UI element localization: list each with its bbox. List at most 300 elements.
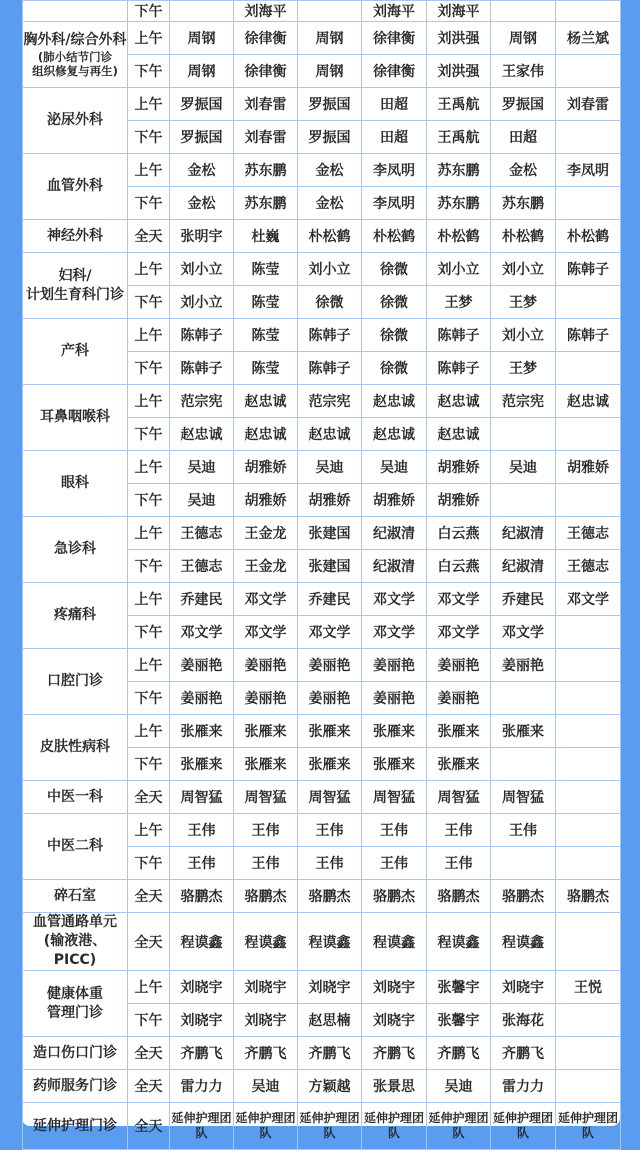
doctor-cell: [491, 1, 556, 22]
doctor-cell: 赵忠诚: [234, 418, 298, 451]
department-cell: [23, 583, 128, 649]
doctor-cell: 徐律衡: [362, 55, 427, 88]
doctor-cell: 张明宇: [170, 220, 234, 253]
doctor-cell: 姜丽艳: [362, 682, 427, 715]
doctor-cell: 王伟: [362, 847, 427, 880]
department-name-line: 组织修复与再生): [32, 64, 118, 78]
doctor-cell: 吴迪: [298, 451, 362, 484]
doctor-cell: 王家伟: [491, 55, 556, 88]
schedule-row: [23, 781, 621, 814]
doctor-cell: 李凤明: [362, 154, 427, 187]
doctor-cell: 徐微: [362, 352, 427, 385]
doctor-cell: 骆鹏杰: [491, 880, 556, 913]
doctor-cell: 刘小立: [491, 253, 556, 286]
doctor-cell: 骆鹏杰: [362, 880, 427, 913]
doctor-cell: 胡雅娇: [556, 451, 621, 484]
schedule-sheet: [22, 0, 620, 1140]
doctor-cell: 王伟: [170, 814, 234, 847]
doctor-cell: 陈韩子: [298, 352, 362, 385]
doctor-cell: 陈韩子: [170, 352, 234, 385]
doctor-cell: 陈莹: [234, 319, 298, 352]
department-cell: [23, 1070, 128, 1103]
time-slot-cell: 下午: [128, 286, 170, 319]
schedule-row: [23, 971, 621, 1004]
doctor-cell: 王德志: [556, 550, 621, 583]
doctor-cell: 姜丽艳: [170, 649, 234, 682]
doctor-cell: 刘晓宇: [491, 971, 556, 1004]
doctor-cell: [556, 55, 621, 88]
doctor-cell: 刘小立: [170, 253, 234, 286]
doctor-cell: 延伸护理团队: [491, 1103, 556, 1150]
department-cell: [23, 22, 128, 88]
time-slot-cell: 上午: [128, 253, 170, 286]
doctor-cell: [556, 352, 621, 385]
doctor-cell: 赵忠诚: [556, 385, 621, 418]
time-slot-cell: 上午: [128, 715, 170, 748]
schedule-row: [23, 385, 621, 418]
doctor-cell: 苏东鹏: [427, 154, 491, 187]
doctor-cell: [491, 682, 556, 715]
doctor-cell: 陈莹: [234, 253, 298, 286]
doctor-cell: 张雁来: [170, 715, 234, 748]
doctor-cell: 刘晓宇: [362, 971, 427, 1004]
department-name-line: 胸外科/综合外科: [23, 32, 127, 48]
doctor-cell: 周钢: [170, 55, 234, 88]
time-slot-cell: 全天: [128, 1070, 170, 1103]
doctor-cell: 张馨宇: [427, 971, 491, 1004]
doctor-cell: 苏东鹏: [234, 154, 298, 187]
time-slot-cell: 下午: [128, 352, 170, 385]
doctor-cell: [556, 715, 621, 748]
time-slot-cell: 全天: [128, 913, 170, 971]
time-slot-cell: 下午: [128, 121, 170, 154]
doctor-cell: 张景思: [362, 1070, 427, 1103]
doctor-cell: 邓文学: [298, 616, 362, 649]
doctor-cell: 赵忠诚: [298, 418, 362, 451]
department-cell: [23, 913, 128, 971]
doctor-cell: 金松: [170, 187, 234, 220]
doctor-cell: 程谟鑫: [298, 913, 362, 971]
doctor-cell: 杨兰斌: [556, 22, 621, 55]
doctor-cell: 程谟鑫: [170, 913, 234, 971]
doctor-cell: 周钢: [298, 22, 362, 55]
doctor-cell: 罗振国: [170, 88, 234, 121]
schedule-row: [23, 1070, 621, 1103]
doctor-cell: [556, 781, 621, 814]
doctor-cell: [556, 1070, 621, 1103]
time-slot-cell: 下午: [128, 748, 170, 781]
doctor-cell: 王伟: [427, 847, 491, 880]
doctor-cell: 田超: [362, 88, 427, 121]
doctor-cell: 刘小立: [170, 286, 234, 319]
doctor-cell: 程谟鑫: [362, 913, 427, 971]
time-slot-cell: 下午: [128, 550, 170, 583]
doctor-cell: 周智猛: [170, 781, 234, 814]
department-cell: [23, 814, 128, 880]
department-name-line: 眼科: [61, 475, 89, 491]
department-name-line: 药师服务门诊: [33, 1077, 117, 1094]
doctor-cell: 金松: [298, 187, 362, 220]
doctor-cell: 刘海平: [362, 1, 427, 22]
doctor-cell: 邓文学: [362, 583, 427, 616]
schedule-row: [23, 22, 621, 55]
doctor-cell: 李凤明: [556, 154, 621, 187]
doctor-cell: 周智猛: [427, 781, 491, 814]
doctor-cell: 陈莹: [234, 352, 298, 385]
doctor-cell: 张雁来: [298, 715, 362, 748]
doctor-cell: 罗振国: [491, 88, 556, 121]
doctor-cell: 程谟鑫: [234, 913, 298, 971]
doctor-cell: 邓文学: [427, 583, 491, 616]
doctor-cell: 胡雅娇: [427, 484, 491, 517]
doctor-cell: 徐律衡: [362, 22, 427, 55]
doctor-cell: 陈韩子: [556, 253, 621, 286]
doctor-cell: 王梦: [427, 286, 491, 319]
department-cell: [23, 253, 128, 319]
doctor-cell: 刘春雷: [234, 88, 298, 121]
doctor-cell: 张雁来: [491, 715, 556, 748]
doctor-cell: 苏东鹏: [427, 187, 491, 220]
time-slot-cell: 下午: [128, 484, 170, 517]
doctor-cell: [556, 1, 621, 22]
time-slot-cell: 全天: [128, 880, 170, 913]
doctor-cell: 王伟: [170, 847, 234, 880]
doctor-cell: 姜丽艳: [427, 649, 491, 682]
doctor-cell: 刘海平: [234, 1, 298, 22]
doctor-cell: 王梦: [491, 286, 556, 319]
department-name-line: 神经外科: [47, 227, 103, 244]
doctor-cell: 胡雅娇: [298, 484, 362, 517]
time-slot-cell: 全天: [128, 781, 170, 814]
doctor-cell: [298, 1, 362, 22]
schedule-row: [23, 220, 621, 253]
time-slot-cell: 上午: [128, 583, 170, 616]
department-name-line: 产科: [61, 343, 89, 359]
doctor-cell: 齐鹏飞: [234, 1037, 298, 1070]
doctor-cell: 骆鹏杰: [298, 880, 362, 913]
doctor-cell: [556, 682, 621, 715]
doctor-cell: 吴迪: [170, 484, 234, 517]
doctor-cell: 张雁来: [427, 715, 491, 748]
doctor-cell: 徐微: [362, 286, 427, 319]
doctor-cell: 徐微: [362, 319, 427, 352]
doctor-cell: 刘洪强: [427, 55, 491, 88]
doctor-cell: 姜丽艳: [362, 649, 427, 682]
department-cell: [23, 1103, 128, 1150]
doctor-cell: 王伟: [298, 814, 362, 847]
doctor-cell: 吴迪: [491, 451, 556, 484]
doctor-cell: 邓文学: [362, 616, 427, 649]
doctor-cell: [556, 913, 621, 971]
doctor-cell: 周智猛: [362, 781, 427, 814]
doctor-cell: 方颖越: [298, 1070, 362, 1103]
doctor-cell: 周钢: [170, 22, 234, 55]
time-slot-cell: 下午: [128, 682, 170, 715]
doctor-cell: 张雁来: [362, 715, 427, 748]
department-name-line: 耳鼻咽喉科: [40, 409, 110, 425]
doctor-cell: 周钢: [298, 55, 362, 88]
time-slot-cell: 上午: [128, 649, 170, 682]
department-name-line: 造口伤口门诊: [33, 1044, 117, 1061]
doctor-cell: [491, 484, 556, 517]
doctor-cell: 王伟: [362, 814, 427, 847]
doctor-cell: 吴迪: [427, 1070, 491, 1103]
doctor-cell: 姜丽艳: [298, 682, 362, 715]
doctor-cell: [556, 484, 621, 517]
doctor-cell: 刘晓宇: [362, 1004, 427, 1037]
doctor-cell: [556, 1004, 621, 1037]
doctor-cell: 李凤明: [362, 187, 427, 220]
doctor-cell: 邓文学: [170, 616, 234, 649]
doctor-cell: 金松: [491, 154, 556, 187]
doctor-cell: 姜丽艳: [298, 649, 362, 682]
doctor-cell: 王伟: [234, 814, 298, 847]
schedule-row: [23, 1, 621, 22]
doctor-cell: 纪淑清: [362, 517, 427, 550]
doctor-cell: 邓文学: [491, 616, 556, 649]
department-cell: [23, 517, 128, 583]
doctor-cell: 罗振国: [298, 88, 362, 121]
doctor-cell: 王德志: [170, 517, 234, 550]
doctor-cell: 王金龙: [234, 517, 298, 550]
time-slot-cell: 全天: [128, 220, 170, 253]
doctor-cell: 张雁来: [298, 748, 362, 781]
schedule-body: [23, 1, 621, 1150]
department-cell: [23, 971, 128, 1037]
doctor-cell: 白云燕: [427, 550, 491, 583]
department-name-line: 计划生育科门诊: [26, 286, 124, 303]
doctor-cell: 赵忠诚: [362, 385, 427, 418]
doctor-cell: 胡雅娇: [427, 451, 491, 484]
time-slot-cell: 下午: [128, 847, 170, 880]
doctor-cell: [556, 418, 621, 451]
department-cell: [23, 319, 128, 385]
department-name-line: 泌尿外科: [47, 112, 103, 128]
doctor-cell: 骆鹏杰: [170, 880, 234, 913]
time-slot-cell: 上午: [128, 451, 170, 484]
doctor-cell: [556, 187, 621, 220]
doctor-cell: [491, 418, 556, 451]
doctor-cell: 刘小立: [491, 319, 556, 352]
doctor-cell: 纪淑清: [362, 550, 427, 583]
doctor-cell: 张馨宇: [427, 1004, 491, 1037]
doctor-cell: 刘洪强: [427, 22, 491, 55]
doctor-cell: 苏东鹏: [234, 187, 298, 220]
doctor-cell: 刘晓宇: [298, 971, 362, 1004]
doctor-cell: 张建国: [298, 517, 362, 550]
doctor-cell: 张建国: [298, 550, 362, 583]
department-name-line: 皮肤性病科: [40, 739, 110, 755]
doctor-cell: 田超: [362, 121, 427, 154]
doctor-cell: 骆鹏杰: [427, 880, 491, 913]
department-name-line: 中医一科: [47, 788, 103, 805]
doctor-cell: 赵忠诚: [427, 418, 491, 451]
doctor-cell: 杜巍: [234, 220, 298, 253]
doctor-cell: 姜丽艳: [427, 682, 491, 715]
time-slot-cell: 上午: [128, 88, 170, 121]
doctor-cell: 邓文学: [234, 616, 298, 649]
doctor-cell: 延伸护理团队: [298, 1103, 362, 1150]
doctor-cell: 纪淑清: [491, 550, 556, 583]
doctor-cell: 程谟鑫: [491, 913, 556, 971]
doctor-cell: 张雁来: [234, 748, 298, 781]
schedule-row: [23, 253, 621, 286]
schedule-row: [23, 649, 621, 682]
doctor-cell: 延伸护理团队: [427, 1103, 491, 1150]
schedule-row: [23, 880, 621, 913]
doctor-cell: 雷力力: [491, 1070, 556, 1103]
schedule-row: [23, 814, 621, 847]
time-slot-cell: 全天: [128, 1103, 170, 1150]
doctor-cell: 刘小立: [298, 253, 362, 286]
doctor-cell: 齐鹏飞: [491, 1037, 556, 1070]
doctor-cell: 朴松鹤: [491, 220, 556, 253]
doctor-cell: 赵忠诚: [170, 418, 234, 451]
doctor-cell: 周智猛: [298, 781, 362, 814]
doctor-cell: [556, 847, 621, 880]
time-slot-cell: 下午: [128, 616, 170, 649]
doctor-cell: 王禹航: [427, 121, 491, 154]
doctor-cell: 金松: [298, 154, 362, 187]
doctor-cell: 胡雅娇: [234, 484, 298, 517]
doctor-cell: [556, 1037, 621, 1070]
doctor-cell: 刘晓宇: [170, 971, 234, 1004]
doctor-cell: 陈韩子: [170, 319, 234, 352]
doctor-cell: 徐律衡: [234, 55, 298, 88]
department-name-line: (输液港、PICC): [43, 933, 107, 968]
doctor-cell: 罗振国: [298, 121, 362, 154]
doctor-cell: 范宗宪: [170, 385, 234, 418]
department-name-line: 口腔门诊: [47, 673, 103, 689]
doctor-cell: 赵思楠: [298, 1004, 362, 1037]
doctor-cell: 陈韩子: [298, 319, 362, 352]
doctor-cell: 齐鹏飞: [298, 1037, 362, 1070]
time-slot-cell: 下午: [128, 187, 170, 220]
department-name-line: 急诊科: [54, 541, 96, 557]
doctor-cell: 张雁来: [170, 748, 234, 781]
doctor-cell: 姜丽艳: [170, 682, 234, 715]
doctor-cell: 程谟鑫: [427, 913, 491, 971]
doctor-cell: 张雁来: [427, 748, 491, 781]
doctor-cell: 罗振国: [170, 121, 234, 154]
schedule-table: [22, 0, 621, 1150]
schedule-row: [23, 154, 621, 187]
time-slot-cell: 下午: [128, 1, 170, 22]
time-slot-cell: 上午: [128, 154, 170, 187]
department-name-line: 管理门诊: [47, 1004, 103, 1021]
doctor-cell: [556, 748, 621, 781]
department-cell: [23, 715, 128, 781]
time-slot-cell: 上午: [128, 814, 170, 847]
schedule-row: [23, 1103, 621, 1150]
doctor-cell: 胡雅娇: [234, 451, 298, 484]
doctor-cell: [491, 748, 556, 781]
schedule-row: [23, 319, 621, 352]
doctor-cell: 延伸护理团队: [170, 1103, 234, 1150]
doctor-cell: 王金龙: [234, 550, 298, 583]
department-cell: [23, 385, 128, 451]
doctor-cell: 周智猛: [234, 781, 298, 814]
doctor-cell: 朴松鹤: [362, 220, 427, 253]
doctor-cell: 张雁来: [234, 715, 298, 748]
doctor-cell: [556, 814, 621, 847]
doctor-cell: 金松: [170, 154, 234, 187]
doctor-cell: 延伸护理团队: [234, 1103, 298, 1150]
doctor-cell: 雷力力: [170, 1070, 234, 1103]
doctor-cell: 王伟: [427, 814, 491, 847]
doctor-cell: 周智猛: [491, 781, 556, 814]
department-cell: [23, 880, 128, 913]
department-name-line: 妇科/: [58, 267, 92, 284]
doctor-cell: 齐鹏飞: [427, 1037, 491, 1070]
department-name-line: 健康体重: [47, 985, 103, 1002]
department-name-line: (肺小结节门诊: [37, 50, 113, 64]
doctor-cell: 延伸护理团队: [362, 1103, 427, 1150]
time-slot-cell: 上午: [128, 385, 170, 418]
schedule-row: [23, 88, 621, 121]
doctor-cell: 齐鹏飞: [170, 1037, 234, 1070]
department-cell: [23, 1, 128, 22]
doctor-cell: 刘春雷: [556, 88, 621, 121]
doctor-cell: 陈韩子: [427, 352, 491, 385]
doctor-cell: 陈韩子: [556, 319, 621, 352]
doctor-cell: 范宗宪: [298, 385, 362, 418]
doctor-cell: 姜丽艳: [491, 649, 556, 682]
department-cell: [23, 154, 128, 220]
doctor-cell: 朴松鹤: [427, 220, 491, 253]
doctor-cell: 陈韩子: [427, 319, 491, 352]
doctor-cell: 骆鹏杰: [234, 880, 298, 913]
doctor-cell: [556, 649, 621, 682]
department-cell: [23, 1037, 128, 1070]
doctor-cell: 刘晓宇: [170, 1004, 234, 1037]
doctor-cell: 王德志: [556, 517, 621, 550]
doctor-cell: 邓文学: [234, 583, 298, 616]
schedule-row: [23, 715, 621, 748]
doctor-cell: 刘晓宇: [234, 1004, 298, 1037]
doctor-cell: 胡雅娇: [362, 484, 427, 517]
doctor-cell: 王悦: [556, 971, 621, 1004]
department-name-line: 碎石室: [54, 887, 96, 904]
doctor-cell: 陈莹: [234, 286, 298, 319]
doctor-cell: 赵忠诚: [427, 385, 491, 418]
doctor-cell: 姜丽艳: [234, 682, 298, 715]
doctor-cell: [556, 616, 621, 649]
doctor-cell: 齐鹏飞: [362, 1037, 427, 1070]
doctor-cell: 徐微: [362, 253, 427, 286]
department-cell: [23, 88, 128, 154]
doctor-cell: 邓文学: [427, 616, 491, 649]
doctor-cell: 王德志: [170, 550, 234, 583]
time-slot-cell: 上午: [128, 319, 170, 352]
schedule-row: [23, 451, 621, 484]
doctor-cell: 苏东鹏: [491, 187, 556, 220]
doctor-cell: 王禹航: [427, 88, 491, 121]
doctor-cell: 王伟: [491, 814, 556, 847]
doctor-cell: 刘晓宇: [234, 971, 298, 1004]
department-name-line: 疼痛科: [54, 607, 96, 623]
time-slot-cell: 下午: [128, 55, 170, 88]
doctor-cell: 刘小立: [427, 253, 491, 286]
doctor-cell: 白云燕: [427, 517, 491, 550]
schedule-row: [23, 1037, 621, 1070]
department-name-line: 血管通路单元: [33, 914, 117, 930]
doctor-cell: 吴迪: [362, 451, 427, 484]
doctor-cell: 范宗宪: [491, 385, 556, 418]
doctor-cell: 徐微: [298, 286, 362, 319]
doctor-cell: 张海花: [491, 1004, 556, 1037]
doctor-cell: 姜丽艳: [234, 649, 298, 682]
